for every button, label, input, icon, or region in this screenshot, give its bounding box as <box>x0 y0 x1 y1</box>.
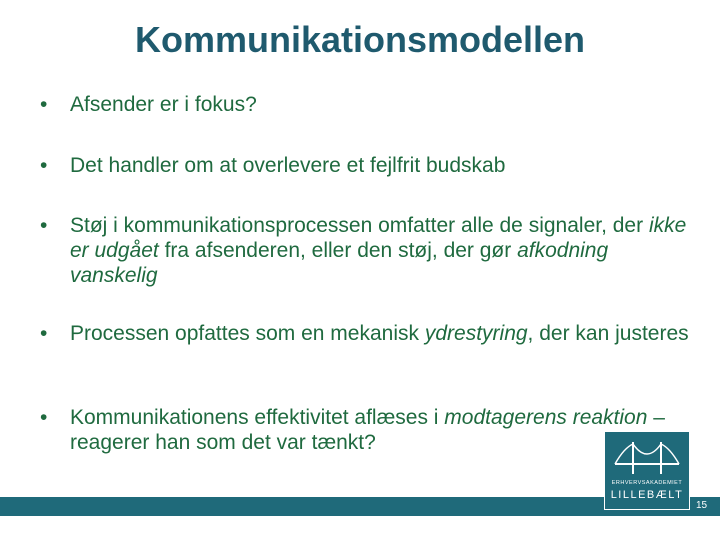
bullet-marker: • <box>40 322 48 345</box>
text-run-italic: afkodning vanskelig <box>70 239 609 287</box>
text-run: – reagerer han som det var tænkt? <box>70 406 665 454</box>
bullet-item <box>40 92 690 117</box>
text-run-italic: ikke er udgået <box>70 214 687 262</box>
slide-title: Kommunikationsmodellen <box>134 19 586 60</box>
logo-small-text: ERHVERVSAKADEMIET <box>611 480 683 486</box>
text-run-italic: modtagerens reaktion <box>444 406 648 429</box>
bullet-item <box>40 153 690 178</box>
bridge-icon <box>611 438 683 478</box>
bullet-marker: • <box>40 154 48 177</box>
text-run: fra afsenderen, eller den støj, der gør <box>158 239 518 262</box>
bullet-marker: • <box>40 406 48 429</box>
text-run: Det handler om at overlevere et fejlfrit budskab <box>70 154 506 177</box>
bullet-marker: • <box>40 214 48 237</box>
text-run: Støj i kommunikationsprocessen omfatter alle de signaler, der <box>70 214 649 237</box>
bullet-item <box>40 321 690 346</box>
bullet-text <box>70 213 690 288</box>
text-run: , der kan justeres <box>527 322 689 345</box>
text-run-italic: ydrestyring <box>424 322 528 345</box>
bullet-item <box>40 405 690 455</box>
brand-logo <box>604 431 690 510</box>
logo-large-text: LILLEBÆLT <box>610 489 684 501</box>
bullet-text <box>70 321 690 346</box>
page-number: 15 <box>696 500 708 511</box>
text-run: Afsender er i fokus? <box>70 93 257 116</box>
bullet-text <box>70 405 690 455</box>
bullet-item <box>40 213 690 288</box>
text-run: Processen opfattes som en mekanisk <box>70 322 425 345</box>
bullet-text <box>70 153 690 178</box>
bullet-marker: • <box>40 93 48 116</box>
text-run: Kommunikationens effektivitet aflæses i <box>70 406 445 429</box>
bullet-text <box>70 92 690 117</box>
